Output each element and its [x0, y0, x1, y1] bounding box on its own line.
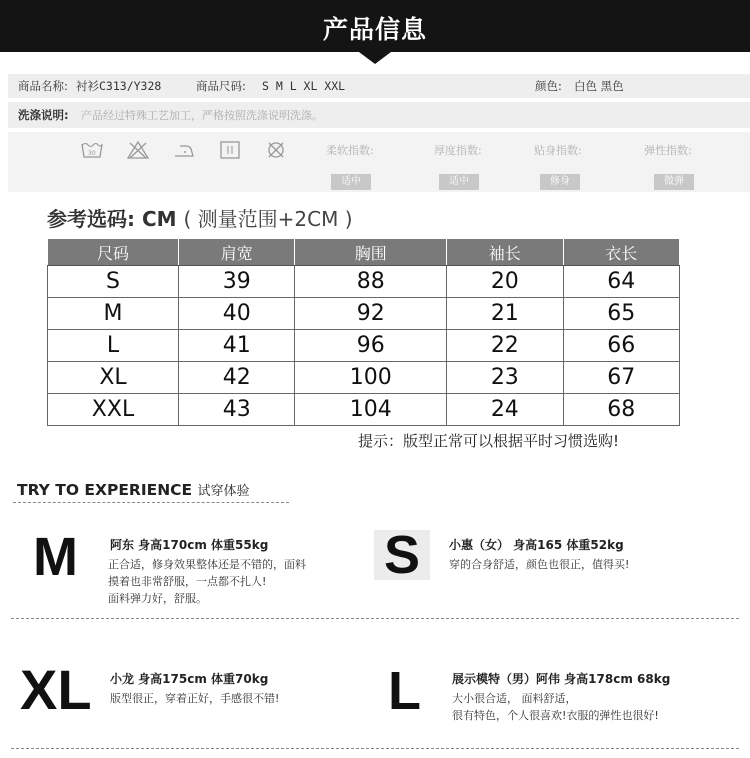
cell-length: 68	[563, 394, 679, 426]
elasticity-index-value: 微弹	[654, 174, 694, 190]
size-label: 商品尺码:	[196, 79, 246, 93]
model-l-line-2: 很有特色，个人很喜欢!衣服的弹性也很好!	[452, 709, 659, 722]
size-table	[47, 238, 680, 426]
size-table-header	[48, 239, 680, 266]
size-heading-main: 参考选码: CM	[47, 207, 177, 231]
page-title: 产品信息	[322, 15, 427, 44]
header-chest: 胸围	[295, 239, 447, 266]
divider	[11, 618, 739, 619]
wash-value: 产品经过特殊工艺加工，严格按照洗涤说明洗涤。	[81, 109, 323, 122]
thickness-index-label: 厚度指数:	[434, 144, 482, 157]
cell-sleeve: 24	[447, 394, 563, 426]
header-banner	[0, 0, 750, 52]
size-value: S M L XL XXL	[262, 79, 346, 93]
care-icons	[80, 140, 288, 160]
care-index-row	[8, 132, 750, 192]
table-row	[48, 298, 680, 330]
model-s-head: 小惠（女） 身高165 体重52kg	[449, 538, 624, 552]
model-xl-head: 小龙 身高175cm 体重70kg	[110, 672, 269, 686]
thickness-index-value: 适中	[439, 174, 479, 190]
iron-icon	[172, 140, 196, 160]
cell-length: 66	[563, 330, 679, 362]
try-title-en: TRY TO EXPERIENCE	[17, 481, 193, 499]
header-length: 衣长	[563, 239, 679, 266]
softness-index-value: 适中	[331, 174, 371, 190]
cell-shoulder: 43	[179, 394, 295, 426]
cell-size: S	[48, 266, 179, 298]
cell-chest: 88	[295, 266, 447, 298]
fit-index-label: 贴身指数:	[534, 144, 582, 157]
size-tip: 提示：版型正常可以根据平时习惯选购!	[358, 432, 620, 450]
wash-info-row	[8, 102, 750, 128]
table-row	[48, 394, 680, 426]
name-value: 衬衫C313/Y328	[76, 79, 162, 93]
size-heading	[47, 203, 353, 232]
cell-chest: 100	[295, 362, 447, 394]
cell-shoulder: 40	[179, 298, 295, 330]
model-xl-line-1: 版型很正，穿着正好，手感很不错!	[110, 692, 280, 705]
model-m-line-2: 摸着也非常舒服，一点都不扎人!	[108, 575, 267, 588]
cell-length: 64	[563, 266, 679, 298]
banner-notch	[359, 52, 391, 64]
cell-length: 65	[563, 298, 679, 330]
table-row	[48, 330, 680, 362]
model-l-line-1: 大小很合适， 面料舒适，	[452, 692, 577, 705]
table-row	[48, 362, 680, 394]
cell-chest: 104	[295, 394, 447, 426]
model-m-line-1: 正合适，修身效果整体还是不错的，面料	[108, 558, 306, 571]
model-m-head: 阿东 身高170cm 体重55kg	[110, 538, 269, 552]
cell-size: M	[48, 298, 179, 330]
wash-label: 洗涤说明:	[18, 108, 69, 122]
cell-shoulder: 39	[179, 266, 295, 298]
cell-size: XL	[48, 362, 179, 394]
model-size-s: S	[384, 525, 421, 585]
model-size-m: M	[33, 527, 78, 587]
try-title-underline	[13, 502, 289, 503]
cell-chest: 96	[295, 330, 447, 362]
product-info-row	[8, 74, 750, 98]
model-size-xl: XL	[20, 658, 92, 721]
cell-length: 67	[563, 362, 679, 394]
cell-sleeve: 22	[447, 330, 563, 362]
cell-size: XXL	[48, 394, 179, 426]
model-s-line-1: 穿的合身舒适，颜色也很正，值得买!	[449, 558, 630, 571]
header-sleeve: 袖长	[447, 239, 563, 266]
wash-30-icon	[80, 140, 104, 160]
model-size-l: L	[388, 661, 421, 721]
model-m-line-3: 面料弹力好，舒服。	[108, 592, 207, 605]
try-title-cn: 试穿体验	[197, 484, 250, 499]
elasticity-index-label: 弹性指数:	[644, 144, 692, 157]
header-size: 尺码	[48, 239, 179, 266]
name-label: 商品名称:	[18, 79, 68, 93]
cell-sleeve: 23	[447, 362, 563, 394]
size-heading-sub: ( 测量范围+2CM )	[183, 207, 353, 231]
header-shoulder: 肩宽	[179, 239, 295, 266]
no-bleach-icon	[126, 140, 150, 160]
svg-text:30: 30	[88, 150, 96, 157]
fit-index-value: 修身	[540, 174, 580, 190]
cell-sleeve: 21	[447, 298, 563, 330]
cell-sleeve: 20	[447, 266, 563, 298]
cell-shoulder: 42	[179, 362, 295, 394]
divider	[11, 748, 739, 749]
model-l-head: 展示模特（男）阿伟 身高178cm 68kg	[452, 672, 671, 686]
tumble-dry-icon	[218, 140, 242, 160]
color-label: 颜色:	[535, 79, 562, 93]
no-dry-clean-icon	[264, 140, 288, 160]
try-title	[17, 480, 250, 499]
softness-index-label: 柔软指数:	[326, 144, 374, 157]
cell-chest: 92	[295, 298, 447, 330]
cell-size: L	[48, 330, 179, 362]
color-value: 白色 黑色	[574, 79, 624, 93]
table-row	[48, 266, 680, 298]
cell-shoulder: 41	[179, 330, 295, 362]
